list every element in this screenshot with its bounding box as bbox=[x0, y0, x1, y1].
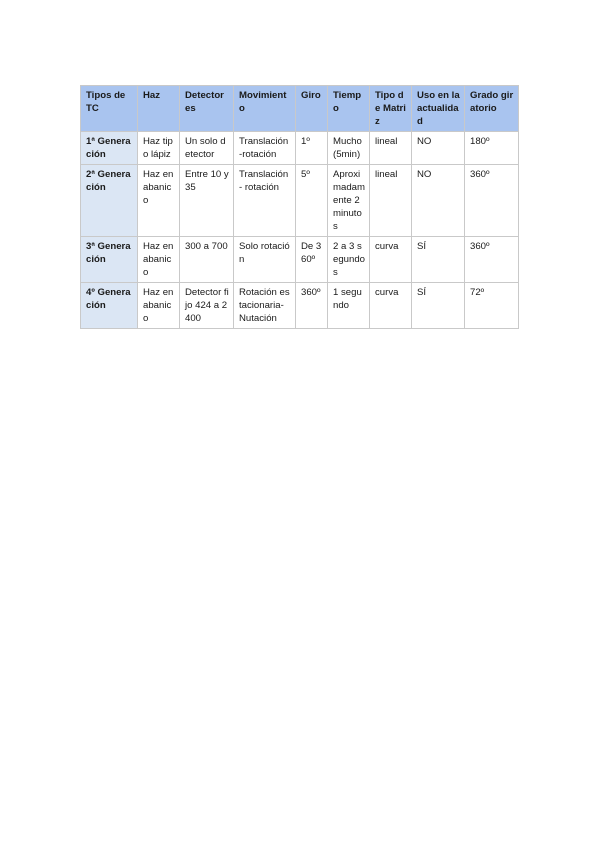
table-cell: Rotación estacionaria- Nutación bbox=[234, 283, 296, 329]
header-tiempo: Tiempo bbox=[328, 86, 370, 132]
header-tipo-de-matriz: Tipo de Matriz bbox=[370, 86, 412, 132]
generation-cell: 4º Generación bbox=[81, 283, 138, 329]
table-cell: Entre 10 y 35 bbox=[180, 165, 234, 237]
table-cell: Mucho (5min) bbox=[328, 132, 370, 165]
table-cell: 2 a 3 segundos bbox=[328, 237, 370, 283]
header-detectores: Detectores bbox=[180, 86, 234, 132]
generation-cell: 1ª Generación bbox=[81, 132, 138, 165]
table-cell: De 360º bbox=[296, 237, 328, 283]
table-cell: SÍ bbox=[412, 237, 465, 283]
table-row bbox=[81, 237, 519, 283]
table-cell: curva bbox=[370, 237, 412, 283]
table-row bbox=[81, 283, 519, 329]
table-row bbox=[81, 132, 519, 165]
table-cell: curva bbox=[370, 283, 412, 329]
header-movimiento: Movimiento bbox=[234, 86, 296, 132]
table-cell: 360º bbox=[465, 237, 519, 283]
table-row bbox=[81, 165, 519, 237]
table-cell: 300 a 700 bbox=[180, 237, 234, 283]
table-cell: 1º bbox=[296, 132, 328, 165]
table-cell: Haz en abanico bbox=[138, 237, 180, 283]
table-cell: Translación- rotación bbox=[234, 165, 296, 237]
table-cell: 360º bbox=[465, 165, 519, 237]
table-cell: Un solo detector bbox=[180, 132, 234, 165]
header-grado-giratorio: Grado giratorio bbox=[465, 86, 519, 132]
table-cell: Solo rotación bbox=[234, 237, 296, 283]
table-cell: Translación-rotación bbox=[234, 132, 296, 165]
generation-cell: 2ª Generación bbox=[81, 165, 138, 237]
table-cell: SÍ bbox=[412, 283, 465, 329]
table-cell: 5º bbox=[296, 165, 328, 237]
table-cell: Haz en abanico bbox=[138, 165, 180, 237]
header-haz: Haz bbox=[138, 86, 180, 132]
tc-generations-table bbox=[80, 85, 519, 329]
table-cell: Haz en abanico bbox=[138, 283, 180, 329]
table-header-row bbox=[81, 86, 519, 132]
header-tipos-de-tc: Tipos de TC bbox=[81, 86, 138, 132]
table-cell: 180º bbox=[465, 132, 519, 165]
table-cell: NO bbox=[412, 132, 465, 165]
table-cell: lineal bbox=[370, 165, 412, 237]
table-cell: Haz tipo lápiz bbox=[138, 132, 180, 165]
table-cell: 360º bbox=[296, 283, 328, 329]
table-cell: Detector fijo 424 a 2400 bbox=[180, 283, 234, 329]
table-cell: NO bbox=[412, 165, 465, 237]
header-giro: Giro bbox=[296, 86, 328, 132]
header-uso-en-la-actualidad: Uso en la actualidad bbox=[412, 86, 465, 132]
table-cell: 1 segundo bbox=[328, 283, 370, 329]
table-cell: lineal bbox=[370, 132, 412, 165]
generation-cell: 3ª Generación bbox=[81, 237, 138, 283]
table-cell: Aproximadamente 2 minutos bbox=[328, 165, 370, 237]
table-cell: 72º bbox=[465, 283, 519, 329]
